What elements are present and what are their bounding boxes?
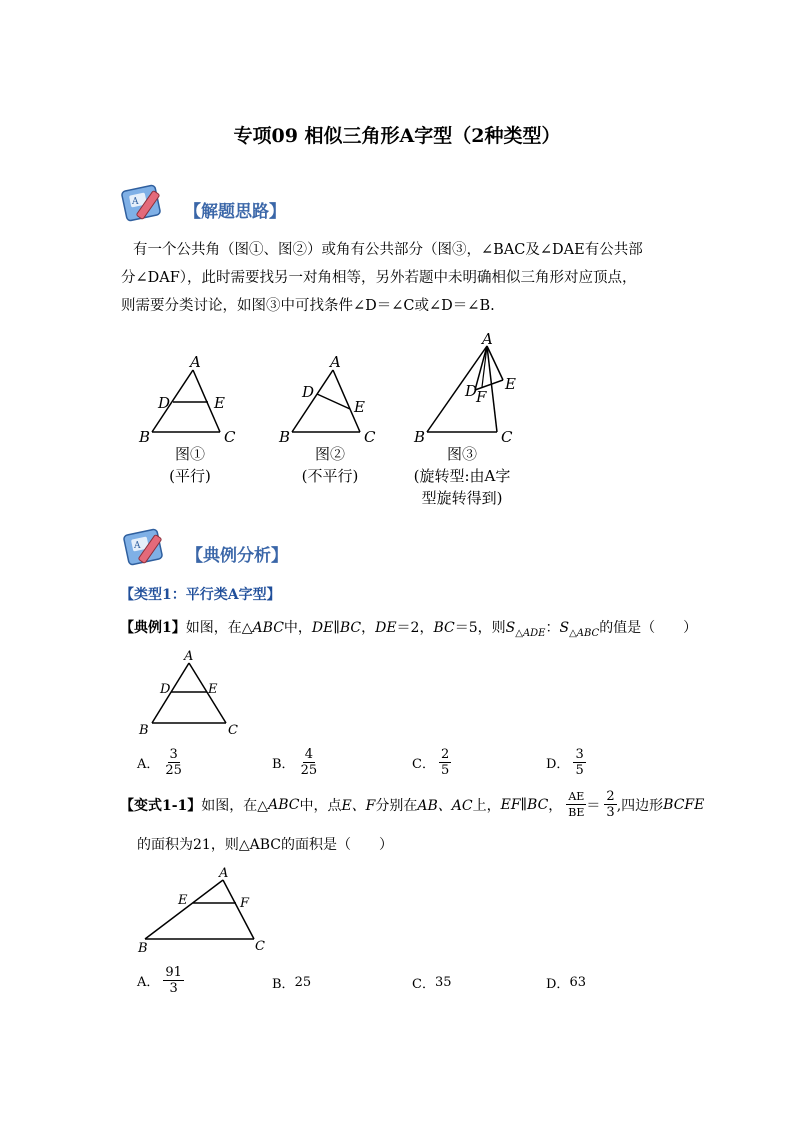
variant-1-question-line1 (120, 789, 720, 820)
vertex-label: A (219, 866, 229, 881)
figure-3-diagram (405, 330, 535, 452)
option-letter: A． (137, 757, 160, 772)
vertex-label: D (158, 394, 171, 412)
example-tag: 【变式1-1】 (120, 797, 202, 814)
type-1-title: 【类型1：平行类A字型】 (120, 587, 281, 603)
figure-2-caption (285, 443, 375, 487)
option-letter: D． (546, 757, 570, 772)
option-value: 63 (569, 975, 586, 990)
option-fraction (299, 747, 320, 778)
vertex-label: A (184, 649, 194, 664)
figure-3-caption (392, 443, 532, 509)
math-var: ABC (268, 796, 300, 813)
svg-text:A: A (132, 197, 139, 207)
option-fraction (163, 965, 184, 996)
option-c[interactable] (412, 973, 452, 992)
option-letter: A． (137, 975, 160, 990)
option-value: 25 (294, 975, 312, 990)
math-subscript: △ADE (515, 627, 546, 639)
option-fraction (163, 747, 184, 778)
section-banner-examples (122, 524, 288, 568)
option-fraction (439, 747, 451, 778)
math-var: DE (375, 620, 397, 636)
section-examples-label: 【典例分析】 (186, 546, 288, 566)
notepad-pencil-icon (122, 524, 184, 568)
fraction-numerator: 3 (575, 747, 584, 762)
question-text: ＝2， (396, 620, 434, 636)
option-b[interactable] (272, 973, 311, 992)
vertex-label: C (228, 723, 238, 738)
math-var: S (559, 620, 570, 636)
figure-1-diagram (130, 352, 250, 452)
figure-caption-note: 型旋转得到) (421, 489, 503, 507)
vertex-label: E (208, 682, 218, 697)
question-text: 的值是（ ） (599, 620, 698, 636)
option-fraction (573, 747, 585, 778)
section-banner-approach (120, 180, 286, 224)
question-text: 如图，在△ (201, 797, 269, 814)
math-symbol: ： (545, 620, 560, 636)
vertex-label: A (330, 353, 341, 371)
ratio-fraction (566, 789, 586, 820)
intro-line: 分∠DAF），此时需要找另一对角相等，另外若题中未明确相似三角形对应顶点， (121, 270, 637, 286)
question-text: 上， (472, 797, 501, 814)
option-letter: D． (546, 977, 570, 992)
vertex-label: E (178, 893, 188, 908)
example-1-question (120, 617, 700, 639)
option-a[interactable] (137, 965, 184, 996)
fraction-denominator: 25 (165, 763, 182, 778)
fraction-denominator: 25 (300, 763, 318, 778)
vertex-label: B (139, 428, 151, 446)
vertex-label: E (505, 375, 516, 393)
option-letter: B． (272, 977, 295, 992)
math-var: E、F (341, 797, 376, 814)
figure-caption-note: (旋转型:由A字 (413, 467, 511, 485)
vertex-label: A (482, 330, 493, 348)
fraction-denominator: 3 (606, 805, 615, 820)
math-var: EF∥BC (500, 796, 549, 813)
question-text: 中，点 (299, 797, 342, 814)
fraction-denominator: 5 (575, 763, 584, 778)
figure-caption-title: 图② (314, 445, 345, 463)
fraction-denominator: BE (568, 806, 585, 819)
notepad-pencil-icon (120, 180, 182, 224)
question-text: ， (361, 620, 376, 636)
math-var: ABC (252, 620, 284, 636)
question-text: ,四边形 (616, 797, 664, 814)
option-d[interactable] (546, 973, 586, 992)
math-var: BC (339, 620, 362, 636)
math-var: BCFE (663, 796, 705, 813)
fraction-denominator: 5 (440, 763, 450, 778)
math-var: BC (433, 620, 455, 636)
vertex-label: C (501, 428, 513, 446)
vertex-label: D (160, 682, 171, 697)
option-b[interactable] (272, 747, 319, 778)
vertex-label: E (354, 398, 365, 416)
option-a[interactable] (137, 747, 184, 778)
question-text: 如图，在△ (185, 620, 253, 636)
page-title: 专项09 相似三角形A字型（2种类型） (233, 125, 561, 147)
vertex-label: B (138, 941, 148, 956)
math-var: S (505, 620, 516, 636)
vertex-label: C (224, 428, 236, 446)
vertex-label: D (302, 383, 315, 401)
fraction-numerator: 4 (304, 747, 313, 762)
fraction-numerator: AE (568, 790, 585, 803)
question-text: ， (548, 797, 563, 814)
variant-1-diagram (133, 862, 283, 957)
question-text: 分别在 (375, 797, 418, 814)
vertex-label: B (279, 428, 291, 446)
option-letter: C． (412, 977, 435, 992)
intro-line: 则需要分类讨论，如图③中可找条件∠D＝∠C或∠D＝∠B. (121, 298, 495, 314)
math-var: DE (311, 620, 334, 636)
vertex-label: D (465, 382, 478, 400)
ratio-fraction (604, 789, 616, 820)
figure-2-diagram (270, 352, 390, 452)
option-d[interactable] (546, 747, 586, 778)
variant-1-question-line2: 的面积为21，则△ABC的面积是（ ） (137, 837, 393, 853)
fraction-numerator: 91 (165, 965, 182, 980)
intro-line: 有一个公共角（图①、图②）或角有公共部分（图③，∠BAC及∠DAE有公共部 (133, 242, 643, 258)
figure-caption-note: (平行) (169, 467, 211, 485)
math-var: AB、AC (417, 797, 473, 814)
figure-caption-title: 图① (174, 445, 205, 463)
svg-text:A: A (134, 541, 141, 551)
question-text: 中， (283, 620, 312, 636)
intro-paragraph (121, 236, 693, 320)
option-value: 35 (434, 975, 452, 990)
section-approach-label: 【解题思路】 (184, 202, 286, 222)
vertex-label: C (255, 939, 265, 954)
example-1-diagram (130, 645, 250, 740)
option-c[interactable] (412, 747, 451, 778)
vertex-label: C (364, 428, 376, 446)
fraction-denominator: 3 (169, 981, 178, 996)
example-tag: 【典例1】 (120, 620, 186, 636)
math-subscript: △ABC (569, 627, 600, 639)
fraction-numerator: 2 (606, 789, 615, 804)
fraction-numerator: 3 (169, 747, 178, 762)
option-letter: C． (412, 757, 435, 772)
vertex-label: E (214, 394, 225, 412)
vertex-label: B (139, 723, 149, 738)
vertex-label: A (190, 353, 201, 371)
vertex-label: F (240, 896, 250, 911)
math-symbol: ∥ (333, 620, 340, 636)
vertex-label: F (476, 388, 487, 406)
fraction-numerator: 2 (440, 747, 450, 762)
figure-caption-title: 图③ (446, 445, 477, 463)
question-text: ＝5，则 (454, 620, 506, 636)
vertex-label: B (414, 428, 426, 446)
math-symbol: ＝ (586, 797, 601, 814)
figure-caption-note: (不平行) (301, 467, 359, 485)
option-letter: B． (272, 757, 295, 772)
figure-1-caption (155, 443, 225, 487)
